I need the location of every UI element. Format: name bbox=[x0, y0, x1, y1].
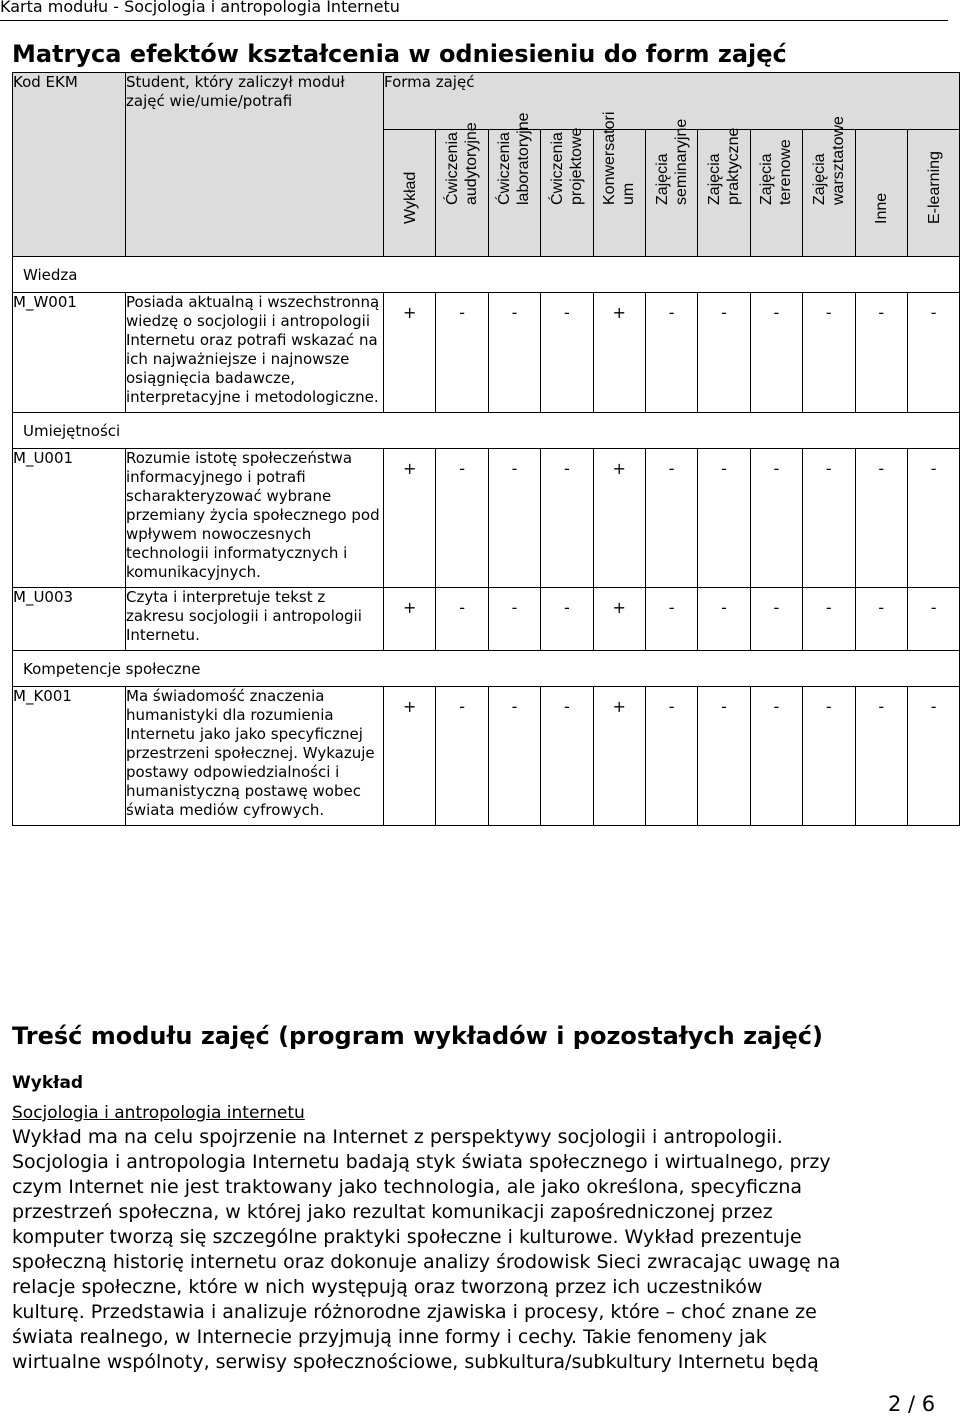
form-mark: - bbox=[645, 687, 697, 826]
form-header-line: Zajęcia bbox=[653, 153, 671, 205]
form-header-line: Zajęcia bbox=[706, 153, 724, 205]
header-divider bbox=[0, 20, 948, 21]
form-header-10 bbox=[907, 130, 959, 257]
form-mark: - bbox=[698, 687, 750, 826]
col-header-code: Kod EKM bbox=[13, 73, 126, 257]
form-header-line: Ćwiczenia bbox=[444, 132, 462, 205]
form-header-line: laboratoryjne bbox=[515, 112, 533, 205]
form-header-label bbox=[495, 113, 533, 206]
form-header-label bbox=[925, 151, 944, 224]
form-mark: - bbox=[541, 449, 593, 588]
form-mark: + bbox=[593, 293, 645, 413]
page-header: Karta modułu - Socjologia i antropologia Internetu bbox=[0, 0, 400, 16]
table-row bbox=[13, 588, 960, 651]
form-mark: - bbox=[907, 293, 959, 413]
effect-description: Rozumie istotę społeczeństwa informacyjnego i potrafi scharakteryzować wybrane przemiany życia społecznego pod wpływem nowoczesnych technologii informatycznych i komunikacyjnych. bbox=[126, 449, 384, 588]
form-mark: - bbox=[436, 588, 488, 651]
form-mark: - bbox=[488, 449, 540, 588]
col-header-description: Student, który zaliczył moduł zajęć wie/umie/potrafi bbox=[126, 73, 384, 257]
form-mark: - bbox=[645, 588, 697, 651]
form-mark: - bbox=[541, 588, 593, 651]
form-header-6 bbox=[698, 127, 750, 257]
form-mark: + bbox=[593, 588, 645, 651]
form-mark: + bbox=[384, 449, 436, 588]
form-mark: - bbox=[698, 449, 750, 588]
form-mark: - bbox=[907, 588, 959, 651]
form-header-label bbox=[810, 116, 848, 205]
form-mark: - bbox=[488, 687, 540, 826]
form-header-label bbox=[600, 112, 638, 205]
form-mark: - bbox=[750, 588, 802, 651]
form-mark: + bbox=[593, 687, 645, 826]
form-header-line: praktyczne bbox=[725, 127, 743, 205]
form-header-3 bbox=[541, 127, 593, 257]
effect-description: Czyta i interpretuje tekst z zakresu socjologii i antropologii Internetu. bbox=[126, 588, 384, 651]
form-header-line: um bbox=[620, 182, 638, 205]
section-heading: Wiedza bbox=[13, 257, 960, 293]
form-mark: - bbox=[488, 588, 540, 651]
form-header-line: Ćwiczenia bbox=[496, 132, 514, 205]
form-header-line: terenowe bbox=[777, 139, 795, 205]
content-text: Wykład ma na celu spojrzenie na Internet z perspektywy socjologii i antropologii. Socjologia i antropologia Internetu badają styk świata społecznego i wirtualnego, przy czym Internet nie jest traktowany jako technologia, ale jako określona, specyficzna przestrzeń społeczna, w której jako rezultat komunikacji zapośredniczonej przez komputer tworzą się szczególne praktyki społeczne i kulturowe. Wykład prezentuje społeczną historię internetu oraz dokonuje analizy środowisk Sieci zwracając uwagę na relacje społeczne, które w nich występują oraz tworzoną przez ich uczestników kulturę. Przedstawia i analizuje różnorodne zjawiska i procesy, które – choć znane ze świata realnego, w Internecie przyjmują inne formy i cechy. Takie fenomeny jak wirtualne wspólnoty, serwisy społecznościowe, subkultura/subkultury Internetu będą bbox=[12, 1126, 841, 1373]
section-heading: Umiejętności bbox=[13, 413, 960, 449]
form-mark: - bbox=[750, 687, 802, 826]
effect-description: Posiada aktualną i wszechstronną wiedzę o socjologii i antropologii Internetu oraz potrafi wskazać na ich najważniejsze i najnowsze osiągnięcia badawcze, interpretacyjne i metodologiczne. bbox=[126, 293, 384, 413]
page-number: 2 / 6 bbox=[888, 1392, 936, 1416]
form-mark: + bbox=[384, 588, 436, 651]
form-header-label bbox=[653, 119, 691, 205]
form-header-2 bbox=[488, 112, 540, 257]
form-header-1 bbox=[436, 122, 488, 257]
form-header-label bbox=[872, 193, 891, 224]
form-header-line: audytoryjne bbox=[463, 122, 481, 205]
form-mark: - bbox=[803, 449, 855, 588]
form-header-label bbox=[443, 122, 481, 205]
form-header-line: Ćwiczenia bbox=[548, 132, 566, 205]
form-header-9 bbox=[855, 130, 907, 257]
effect-code: M_K001 bbox=[13, 687, 126, 826]
effects-matrix-table bbox=[12, 72, 960, 826]
form-header-line: warsztatowe bbox=[829, 116, 847, 205]
content-subtitle: Wykład bbox=[12, 1073, 84, 1093]
form-header-0 bbox=[384, 130, 436, 257]
form-mark: - bbox=[855, 293, 907, 413]
effect-code: M_U001 bbox=[13, 449, 126, 588]
form-header-4 bbox=[593, 111, 645, 257]
form-header-line: Zajęcia bbox=[810, 153, 828, 205]
form-mark: - bbox=[750, 293, 802, 413]
form-mark: - bbox=[855, 588, 907, 651]
form-header-line: Konwersatori bbox=[601, 111, 619, 205]
form-mark: - bbox=[698, 588, 750, 651]
form-header-8 bbox=[803, 116, 855, 257]
form-header-line: E-learning bbox=[925, 151, 943, 224]
form-mark: - bbox=[645, 449, 697, 588]
form-mark: - bbox=[750, 449, 802, 588]
table-row bbox=[13, 293, 960, 413]
table-row bbox=[13, 449, 960, 588]
col-header-forms: Forma zajęć bbox=[384, 73, 960, 130]
form-header-line: Zajęcia bbox=[758, 153, 776, 205]
form-mark: - bbox=[855, 687, 907, 826]
form-header-label bbox=[757, 139, 795, 205]
form-mark: - bbox=[541, 293, 593, 413]
form-header-label bbox=[705, 128, 743, 205]
form-mark: - bbox=[907, 449, 959, 588]
form-header-label bbox=[401, 172, 420, 224]
form-mark: - bbox=[436, 449, 488, 588]
form-header-line: Wykład bbox=[401, 171, 419, 224]
effect-code: M_W001 bbox=[13, 293, 126, 413]
form-mark: - bbox=[803, 293, 855, 413]
form-mark: - bbox=[803, 588, 855, 651]
content-title: Treść modułu zajęć (program wykładów i pozostałych zajęć) bbox=[12, 1022, 823, 1050]
form-mark: - bbox=[541, 687, 593, 826]
form-header-label bbox=[548, 128, 586, 205]
form-mark: + bbox=[593, 449, 645, 588]
form-header-5 bbox=[645, 118, 697, 257]
form-mark: - bbox=[907, 687, 959, 826]
form-mark: - bbox=[803, 687, 855, 826]
effect-code: M_U003 bbox=[13, 588, 126, 651]
form-header-line: Inne bbox=[873, 192, 891, 224]
form-mark: - bbox=[436, 293, 488, 413]
form-mark: - bbox=[855, 449, 907, 588]
form-header-line: projektowe bbox=[567, 127, 585, 205]
table-row bbox=[13, 687, 960, 826]
section-heading: Kompetencje społeczne bbox=[13, 651, 960, 687]
form-mark: + bbox=[384, 293, 436, 413]
effect-description: Ma świadomość znaczenia humanistyki dla rozumienia Internetu jako jako specyficznej przestrzeni społecznej. Wykazuje postawy odpowiedzialności i humanistyczną postawę wobec świata mediów cyfrowych. bbox=[126, 687, 384, 826]
form-mark: - bbox=[645, 293, 697, 413]
form-mark: - bbox=[488, 293, 540, 413]
topic-link[interactable]: Socjologia i antropologia internetu bbox=[12, 1103, 305, 1123]
form-mark: + bbox=[384, 687, 436, 826]
form-mark: - bbox=[698, 293, 750, 413]
matrix-title: Matryca efektów kształcenia w odniesieniu do form zajęć bbox=[12, 40, 787, 68]
form-header-7 bbox=[750, 130, 802, 257]
form-header-line: seminaryjne bbox=[672, 118, 690, 205]
form-mark: - bbox=[436, 687, 488, 826]
